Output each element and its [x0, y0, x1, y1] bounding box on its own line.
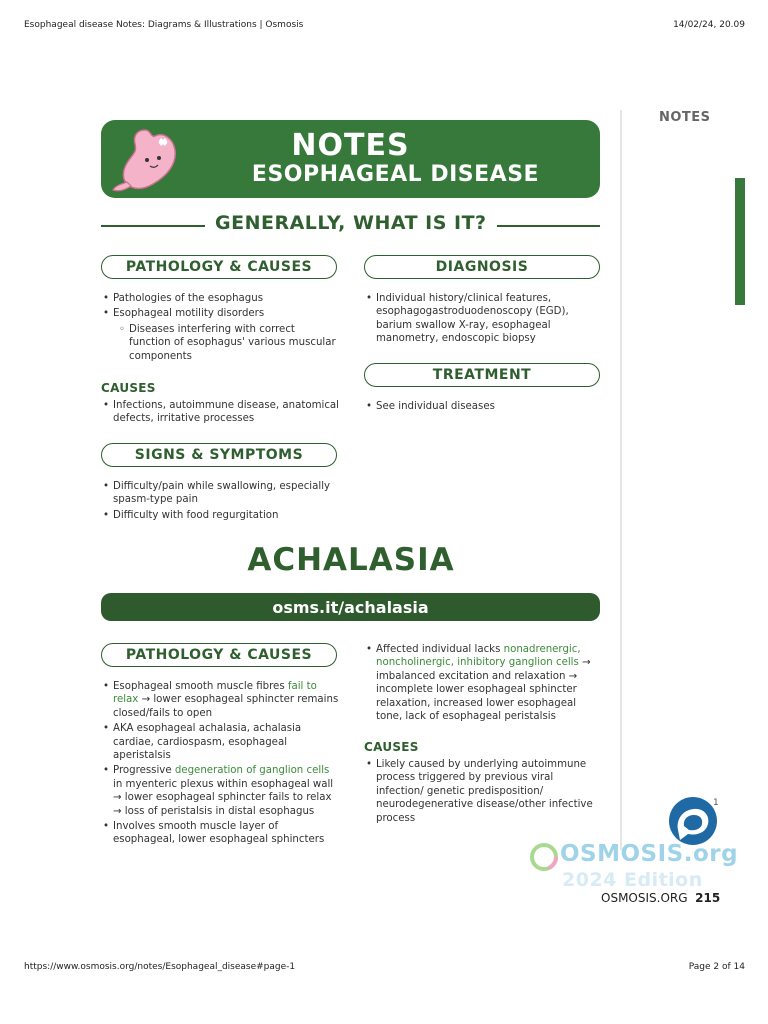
banner-title: NOTES — [291, 128, 410, 163]
achalasia-link-bar[interactable] — [101, 593, 600, 621]
list-item: • Esophageal smooth muscle fibres fail to relax → lower esophageal sphincter remains closed/fails to open — [103, 680, 339, 720]
achalasia-causes-title: CAUSES — [364, 740, 419, 754]
treatment-list — [366, 400, 588, 415]
general-pathology-pill: PATHOLOGY & CAUSES — [101, 255, 337, 279]
list-item: • Affected individual lacks nonadrenergic, noncholinergic, inhibitory ganglion cells → imbalanced excitation and relaxation → incomplete lower esophageal sphincter relaxation, increased lower esophageal tone, lack of esophageal peristalsis — [366, 643, 596, 723]
sidebar-scroll-indicator[interactable] — [735, 178, 745, 305]
achalasia-right-list — [366, 643, 596, 725]
print-page-title: Esophageal disease Notes: Diagrams & Illustrations | Osmosis — [24, 20, 304, 30]
list-item: • Esophageal motility disorders — [103, 307, 339, 320]
list-item: • AKA esophageal achalasia, achalasia cardiae, cardiospasm, esophageal aperistalsis — [103, 722, 339, 762]
signs-symptoms-pill: SIGNS & SYMPTOMS — [101, 443, 337, 467]
achalasia-pathology-pill: PATHOLOGY & CAUSES — [101, 643, 337, 667]
achalasia-heading: ACHALASIA — [247, 542, 455, 578]
heading-rule-right — [497, 225, 600, 227]
general-causes-title: CAUSES — [101, 381, 156, 395]
list-item: • Involves smooth muscle layer of esophageal, lower esophageal sphincters — [103, 820, 339, 847]
footer-site: OSMOSIS.ORG 215 — [601, 891, 721, 905]
footer-page-number: 215 — [695, 891, 721, 905]
print-timestamp: 14/02/24, 20.09 — [673, 20, 745, 30]
list-item: • Pathologies of the esophagus — [103, 292, 339, 305]
achalasia-pathology-list — [103, 680, 339, 849]
list-item: • See individual diseases — [366, 400, 588, 413]
heading-rule-left — [101, 225, 205, 227]
diagnosis-list — [366, 292, 588, 348]
sidebar-divider — [620, 110, 622, 850]
chat-badge: 1 — [713, 798, 719, 808]
list-item: • Infections, autoimmune disease, anatomical defects, irritative processes — [103, 399, 343, 426]
banner-subtitle: ESOPHAGEAL DISEASE — [251, 162, 540, 187]
signs-symptoms-list — [103, 480, 339, 524]
diagnosis-pill: DIAGNOSIS — [364, 255, 600, 279]
list-subitem: ◦ Diseases interfering with correct function of esophagus' various muscular components — [103, 323, 339, 363]
list-item: • Difficulty/pain while swallowing, especially spasm-type pain — [103, 480, 339, 507]
list-item: • Progressive degeneration of ganglion cells in myenteric plexus within esophageal wall → lower esophageal sphincter fails to relax → loss of peristalsis in distal esophagus — [103, 764, 339, 818]
watermark-brand: OSMOSIS.org — [560, 841, 739, 867]
general-heading: GENERALLY, WHAT IS IT? — [215, 212, 487, 234]
print-page-count: Page 2 of 14 — [688, 962, 745, 972]
achalasia-link[interactable]: osms.it/achalasia — [272, 597, 429, 617]
list-item: • Difficulty with food regurgitation — [103, 509, 339, 522]
osmosis-logo-icon — [528, 835, 558, 875]
sidebar-notes-label[interactable]: NOTES — [659, 110, 711, 125]
list-item: • Individual history/clinical features, esophagogastroduodenoscopy (EGD), barium swallow X-ray, esophageal manometry, endoscopic biopsy — [366, 292, 588, 346]
print-url: https://www.osmosis.org/notes/Esophageal_disease#page-1 — [24, 962, 296, 972]
title-banner — [101, 120, 600, 198]
list-item: • Likely caused by underlying autoimmune process triggered by previous viral infection/ genetic predisposition/ neurodegenerative disease/other infective process — [366, 758, 596, 825]
achalasia-causes-list — [366, 758, 596, 827]
general-pathology-list — [103, 292, 339, 365]
general-causes-list — [103, 399, 343, 428]
treatment-pill: TREATMENT — [364, 363, 600, 387]
watermark-edition: 2024 Edition — [562, 869, 703, 891]
osmosis-watermark — [528, 833, 739, 895]
